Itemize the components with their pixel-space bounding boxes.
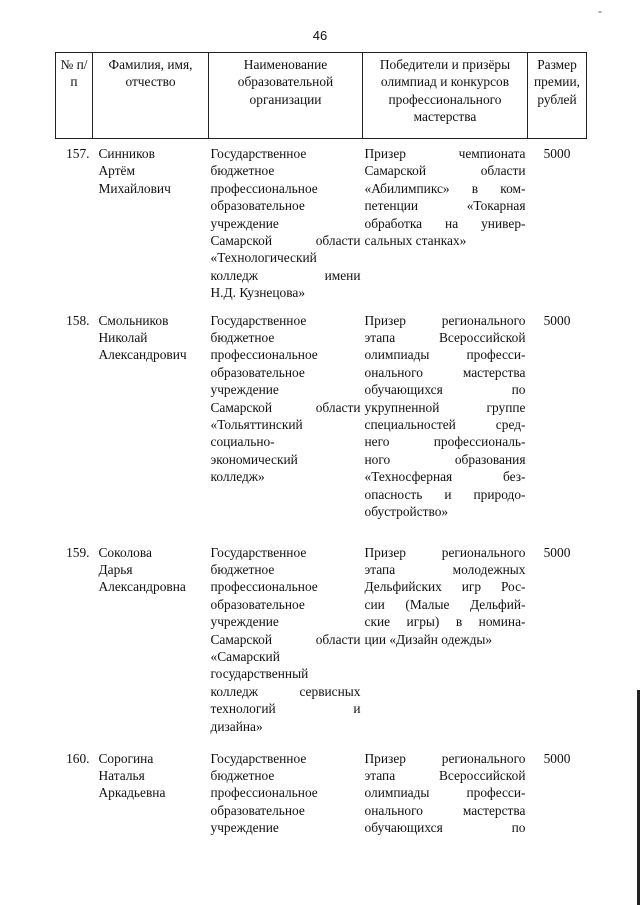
cell-line: этапа Всероссийской bbox=[364, 329, 526, 345]
table-body bbox=[56, 139, 587, 850]
cell-line: бюджетное bbox=[210, 767, 275, 783]
cell-line: экономический bbox=[210, 451, 298, 467]
achievement bbox=[363, 312, 528, 544]
award-amount: 5000 bbox=[543, 750, 571, 766]
cell-line: этапа Всероссийской bbox=[364, 767, 526, 783]
cell-line: образовательное bbox=[210, 596, 305, 612]
row-number: 159. bbox=[66, 544, 90, 560]
cell-line: обучающихся по bbox=[364, 382, 526, 398]
header-organization: Наименование образовательной организации bbox=[209, 53, 363, 139]
table-row bbox=[56, 139, 587, 312]
cell-line: ские игры) в номина- bbox=[364, 614, 526, 630]
award-amount: 5000 bbox=[543, 146, 571, 161]
cell-line: социально- bbox=[210, 434, 275, 450]
cell-line: Призер регионального bbox=[364, 544, 526, 560]
page-number: 46 bbox=[312, 28, 328, 43]
cell-line: учреждение bbox=[210, 382, 279, 398]
cell-line: дизайна» bbox=[210, 718, 263, 734]
cell-line: образовательное bbox=[210, 198, 305, 214]
row-number: 158. bbox=[66, 312, 90, 328]
cell-line: государственный bbox=[210, 666, 309, 682]
cell-line: бюджетное bbox=[210, 329, 275, 345]
cell-line: Смольников bbox=[98, 312, 169, 328]
cell-line: опасность и природо- bbox=[364, 486, 526, 502]
cell-line: Государственное bbox=[210, 146, 307, 161]
cell-line: «Самарский bbox=[210, 648, 280, 664]
cell-line: «Тольяттинский bbox=[210, 416, 303, 432]
table-row bbox=[56, 544, 587, 750]
cell-line: Призер чемпионата bbox=[364, 146, 526, 161]
cell-line: Призер регионального bbox=[364, 312, 526, 328]
organization bbox=[209, 139, 363, 312]
cell-line: Сорогина bbox=[98, 750, 154, 766]
cell-line: бюджетное bbox=[210, 561, 275, 577]
cell-line: образовательное bbox=[210, 364, 305, 380]
cell-line: него профессиональ- bbox=[364, 434, 526, 450]
person-name bbox=[93, 544, 209, 750]
header-name: Фамилия, имя, отчество bbox=[93, 53, 209, 139]
cell-line: бюджетное bbox=[210, 163, 275, 179]
table-header-row bbox=[56, 53, 587, 139]
cell-line: Михайлович bbox=[98, 180, 171, 196]
award-amount: 5000 bbox=[543, 544, 571, 560]
cell-line: обустройство» bbox=[364, 503, 449, 519]
table-row bbox=[56, 312, 587, 544]
cell-line: профессиональное bbox=[210, 579, 318, 595]
cell-line: обучающихся по bbox=[364, 820, 526, 836]
cell-line: учреждение bbox=[210, 614, 279, 630]
cell-line: образовательное bbox=[210, 802, 305, 818]
cell-line: Синников bbox=[98, 146, 155, 161]
cell-line: укрупненной группе bbox=[364, 399, 526, 415]
awards-table bbox=[55, 52, 587, 850]
cell-line: этапа молодежных bbox=[364, 561, 526, 577]
cell-line: профессиональное bbox=[210, 180, 318, 196]
achievement bbox=[363, 750, 528, 850]
cell-line: колледж имени bbox=[210, 267, 361, 283]
corner-mark: - bbox=[598, 4, 602, 18]
row-number: 160. bbox=[66, 750, 90, 766]
cell-line: «Техносферная без- bbox=[364, 469, 526, 485]
cell-line: колледж сервисных bbox=[210, 683, 361, 699]
header-amount: Размер премии, рублей bbox=[528, 53, 587, 139]
cell-line: технологий и bbox=[210, 701, 361, 717]
cell-line: учреждение bbox=[210, 215, 279, 231]
cell-line: Артём bbox=[98, 163, 135, 179]
cell-line: «Абилимпикс» в ком- bbox=[364, 180, 526, 196]
cell-line: Самарской области bbox=[210, 399, 361, 415]
cell-line: Дарья bbox=[98, 561, 133, 577]
award-amount: 5000 bbox=[543, 312, 571, 328]
cell-line: профессиональное bbox=[210, 347, 318, 363]
cell-line: обработка на универ- bbox=[364, 215, 526, 231]
cell-line: «Технологический bbox=[210, 250, 317, 266]
header-num: № п/п bbox=[56, 53, 93, 139]
cell-line: онального мастерства bbox=[364, 802, 526, 818]
cell-line: Н.Д. Кузнецова» bbox=[210, 285, 306, 301]
cell-line: сии (Малые Дельфий- bbox=[364, 596, 526, 612]
cell-line: Дельфийских игр Рос- bbox=[364, 579, 526, 595]
cell-line: Самарской области bbox=[364, 163, 526, 179]
cell-line: учреждение bbox=[210, 820, 279, 836]
cell-line: сальных станках» bbox=[364, 233, 467, 249]
organization bbox=[209, 750, 363, 850]
cell-line: петенции «Токарная bbox=[364, 198, 526, 214]
cell-line: Аркадьевна bbox=[98, 785, 166, 801]
organization bbox=[209, 312, 363, 544]
person-name bbox=[93, 312, 209, 544]
cell-line: Самарской области bbox=[210, 233, 361, 249]
row-number: 157. bbox=[66, 146, 90, 161]
cell-line: Александрович bbox=[98, 347, 187, 363]
cell-line: онального мастерства bbox=[364, 364, 526, 380]
person-name bbox=[93, 750, 209, 850]
organization bbox=[209, 544, 363, 750]
cell-line: олимпиады професси- bbox=[364, 347, 526, 363]
cell-line: олимпиады професси- bbox=[364, 785, 526, 801]
cell-line: Государственное bbox=[210, 312, 307, 328]
cell-line: Наталья bbox=[98, 767, 145, 783]
cell-line: ного образования bbox=[364, 451, 526, 467]
header-achievement: Победители и призёры олимпиад и конкурсов профессионального мастерства bbox=[363, 53, 528, 139]
cell-line: Соколова bbox=[98, 544, 152, 560]
cell-line: Николай bbox=[98, 329, 148, 345]
cell-line: профессиональное bbox=[210, 785, 318, 801]
cell-line: Самарской области bbox=[210, 631, 361, 647]
cell-line: ции «Дизайн одежды» bbox=[364, 631, 493, 647]
cell-line: специальностей сред- bbox=[364, 416, 526, 432]
person-name bbox=[93, 139, 209, 312]
achievement bbox=[363, 139, 528, 312]
cell-line: Государственное bbox=[210, 544, 307, 560]
cell-line: Государственное bbox=[210, 750, 307, 766]
cell-line: Призер регионального bbox=[364, 750, 526, 766]
table-row bbox=[56, 750, 587, 850]
achievement bbox=[363, 544, 528, 750]
cell-line: Александровна bbox=[98, 579, 186, 595]
cell-line: колледж» bbox=[210, 469, 265, 485]
